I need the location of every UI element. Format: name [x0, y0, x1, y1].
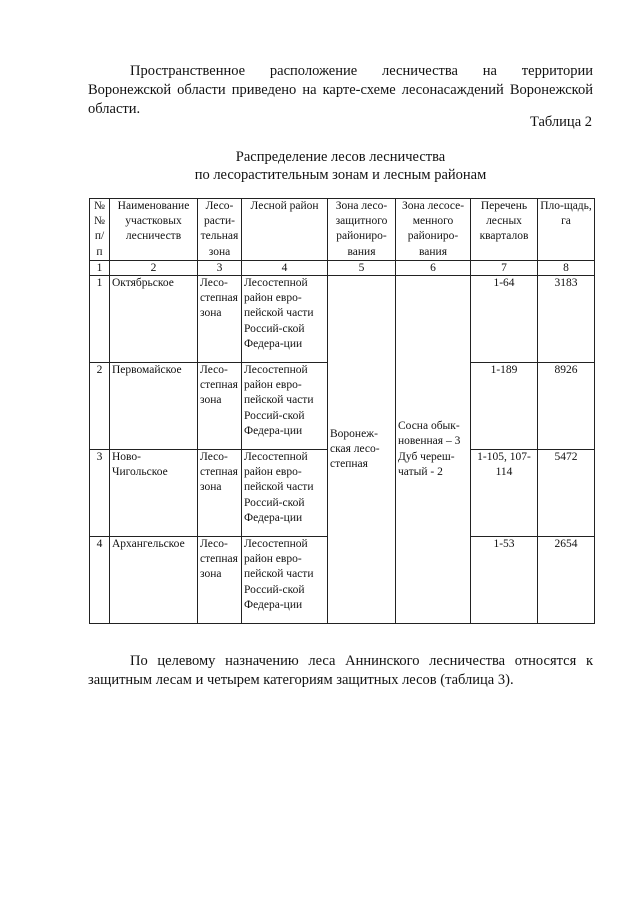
- forest-distribution-table: [89, 198, 595, 624]
- table-title-line-2: по лесорастительным зонам и лесным районам: [194, 167, 487, 183]
- column-number: 8: [538, 261, 595, 276]
- seed-zoning-merged: Сосна обык-новенная – 3 Дуб череш-чатый - 2: [396, 276, 471, 624]
- vegetation-zone: Лесо-степная зона: [198, 363, 242, 450]
- header-forest-region: Лесной район: [242, 199, 328, 261]
- closing-paragraph: По целевому назначению леса Аннинского лесничества относятся к защитным лесам и четырем категориям защитных лесов (таблица 3).: [88, 653, 593, 688]
- header-seed-zoning: Зона лесосе-менного райониро-вания: [396, 199, 471, 261]
- forestry-name: Ново-Чигольское: [110, 450, 198, 537]
- row-number: 2: [90, 363, 110, 450]
- header-quarters: Перечень лесных кварталов: [471, 199, 538, 261]
- forestry-name: Октябрьское: [110, 276, 198, 363]
- header-forestry-name: Наименование участковых лесничеств: [110, 199, 198, 261]
- header-number: № № п/ п: [90, 199, 110, 261]
- quarters: 1-189: [471, 363, 538, 450]
- column-number: 6: [396, 261, 471, 276]
- row-number: 4: [90, 537, 110, 624]
- table-row: [90, 276, 595, 363]
- intro-paragraph: Пространственное расположение лесничества на территории Воронежской области приведено на карте-схеме лесонасаждений Воронежской области.: [88, 63, 593, 117]
- forestry-name: Первомайское: [110, 363, 198, 450]
- row-number: 3: [90, 450, 110, 537]
- table-title: [88, 148, 593, 184]
- table-caption: Таблица 2: [529, 114, 592, 130]
- area: 2654: [538, 537, 595, 624]
- forest-region: Лесостепной район евро-пейской части Россий-ской Федера-ции: [242, 363, 328, 450]
- column-number: 2: [110, 261, 198, 276]
- column-number: 7: [471, 261, 538, 276]
- column-number-row: [90, 261, 595, 276]
- area: 8926: [538, 363, 595, 450]
- forest-region: Лесостепной район евро-пейской части Россий-ской Федера-ции: [242, 450, 328, 537]
- table-header-row: [90, 199, 595, 261]
- vegetation-zone: Лесо-степная зона: [198, 276, 242, 363]
- row-number: 1: [90, 276, 110, 363]
- quarters: 1-53: [471, 537, 538, 624]
- area: 3183: [538, 276, 595, 363]
- header-protection-zoning: Зона лесо-защитного райониро-вания: [328, 199, 396, 261]
- area: 5472: [538, 450, 595, 537]
- column-number: 3: [198, 261, 242, 276]
- forest-region: Лесостепной район евро-пейской части Россий-ской Федера-ции: [242, 537, 328, 624]
- column-number: 5: [328, 261, 396, 276]
- vegetation-zone: Лесо-степная зона: [198, 450, 242, 537]
- quarters: 1-64: [471, 276, 538, 363]
- forest-region: Лесостепной район евро-пейской части Россий-ской Федера-ции: [242, 276, 328, 363]
- protection-zoning-merged: Воронеж-ская лесо-степная: [328, 276, 396, 624]
- table-title-line-1: Распределение лесов лесничества: [235, 149, 446, 165]
- quarters: 1-105, 107-114: [471, 450, 538, 537]
- header-area: Пло-щадь, га: [538, 199, 595, 261]
- column-number: 4: [242, 261, 328, 276]
- column-number: 1: [90, 261, 110, 276]
- forestry-name: Архангельское: [110, 537, 198, 624]
- header-vegetation-zone: Лесо-расти-тельная зона: [198, 199, 242, 261]
- vegetation-zone: Лесо-степная зона: [198, 537, 242, 624]
